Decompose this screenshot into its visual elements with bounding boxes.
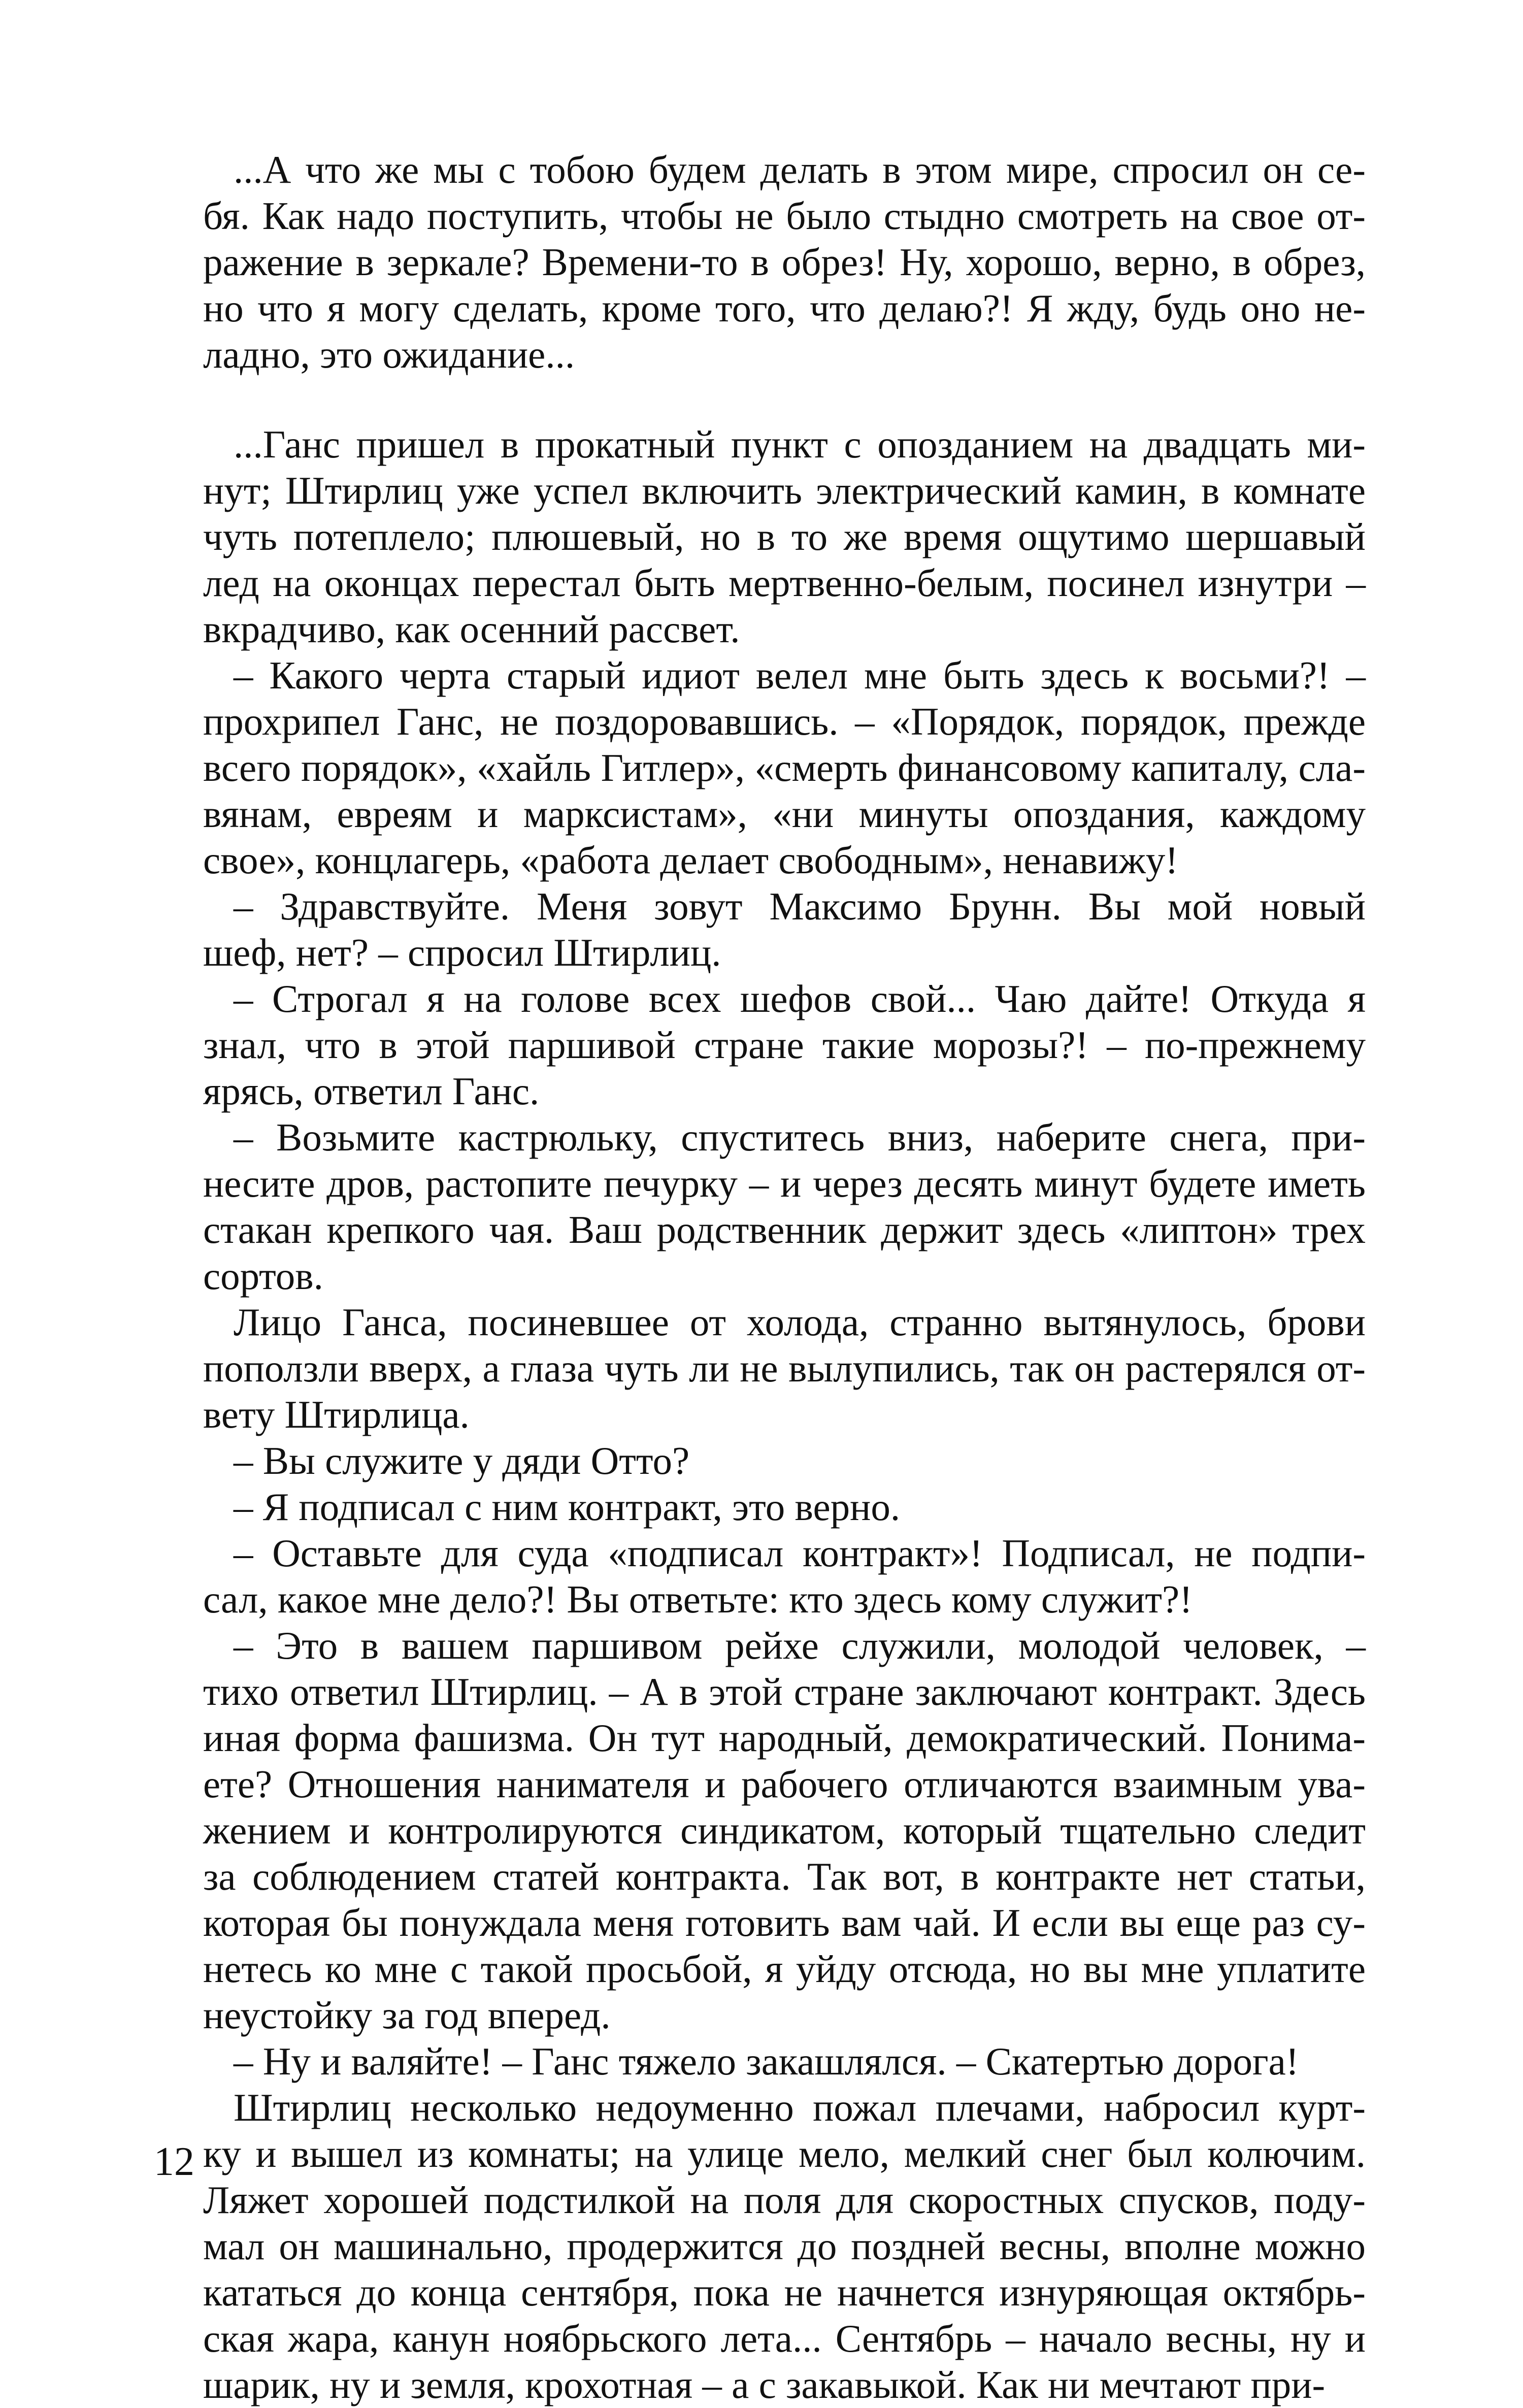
text-line: – Это в вашем паршивом рейхе служили, молодой человек, – xyxy=(234,1624,1366,1667)
text-line: ете? Отношения нанимателя и рабочего отличаются взаимным ува- xyxy=(203,1762,1366,1806)
text-line: ладно, это ожидание... xyxy=(203,333,575,376)
text-line: Ляжет хорошей подстилкой на поля для скоростных спусков, поду- xyxy=(203,2178,1366,2222)
text-line: нетесь ко мне с такой просьбой, я уйду отсюда, но вы мне уплатите xyxy=(203,1947,1366,1991)
text-line: сортов. xyxy=(203,1254,323,1298)
text-line: – Какого черта старый идиот велел мне быть здесь к восьми?! – xyxy=(234,653,1366,697)
text-line: ку и вышел из комнаты; на улице мело, мелкий снег был колючим. xyxy=(203,2132,1366,2175)
text-block-dialogue xyxy=(203,421,1366,2408)
text-line: знал, что в этой паршивой стране такие морозы?! – по-прежнему xyxy=(203,1023,1366,1067)
text-line: Штирлиц несколько недоуменно пожал плечами, набросил курт- xyxy=(234,2086,1366,2129)
text-line: которая бы понуждала меня готовить вам чай. И если вы еще раз су- xyxy=(203,1901,1366,1944)
text-line: лед на оконцах перестал быть мертвенно-белым, посинел изнутри – xyxy=(203,561,1366,605)
text-line: ражение в зеркале? Времени-то в обрез! Ну, хорошо, верно, в обрез, xyxy=(203,240,1366,284)
text-line: несите дров, растопите печурку – и через десять минут будете иметь xyxy=(203,1162,1366,1205)
text-line: ...А что же мы с тобою будем делать в этом мире, спросил он се- xyxy=(234,148,1366,191)
text-line: свое», концлагерь, «работа делает свободным», ненавижу! xyxy=(203,838,1178,882)
text-line: шеф, нет? – спросил Штирлиц. xyxy=(203,931,721,974)
text-line: вкрадчиво, как осенний рассвет. xyxy=(203,607,740,651)
text-line: мал он машинально, продержится до поздней весны, вполне можно xyxy=(203,2224,1366,2268)
text-line: сал, какое мне дело?! Вы ответьте: кто здесь кому служит?! xyxy=(203,1577,1193,1621)
text-line: – Возьмите кастрюльку, спуститесь вниз, наберите снега, при- xyxy=(234,1115,1366,1159)
text-line: нут; Штирлиц уже успел включить электрический камин, в комнате xyxy=(203,469,1366,512)
text-line: вянам, евреям и марксистам», «ни минуты опоздания, каждому xyxy=(203,792,1366,836)
text-block-reflection xyxy=(203,147,1366,378)
text-line: – Я подписал с ним контракт, это верно. xyxy=(234,1485,901,1529)
text-line: стакан крепкого чая. Ваш родственник держит здесь «липтон» трех xyxy=(203,1208,1366,1251)
text-line: бя. Как надо поступить, чтобы не было стыдно смотреть на свое от- xyxy=(203,194,1366,238)
text-line: шарик, ну и земля, крохотная – а с закавыкой. Как ни мечтают при- xyxy=(203,2363,1326,2406)
text-line: – Строгал я на голове всех шефов свой... Чаю дайте! Откуда я xyxy=(234,977,1366,1020)
text-line: вету Штирлица. xyxy=(203,1393,470,1436)
text-line: иная форма фашизма. Он тут народный, демократический. Понима- xyxy=(203,1716,1366,1760)
text-line: тихо ответил Штирлиц. – А в этой стране заключают контракт. Здесь xyxy=(203,1670,1366,1713)
text-line: за соблюдением статей контракта. Так вот, в контракте нет статьи, xyxy=(203,1855,1366,1898)
text-line: – Здравствуйте. Меня зовут Максимо Брунн. Вы мой новый xyxy=(234,884,1366,928)
text-line: неустойку за год вперед. xyxy=(203,1993,611,2037)
text-line: – Вы служите у дяди Отто? xyxy=(234,1439,690,1482)
text-line: чуть потеплело; плюшевый, но в то же время ощутимо шершавый xyxy=(203,515,1366,558)
text-line: но что я могу сделать, кроме того, что делаю?! Я жду, будь оно не- xyxy=(203,286,1366,330)
text-line: Лицо Ганса, посиневшее от холода, странно вытянулось, брови xyxy=(234,1300,1366,1344)
text-line: ярясь, ответил Ганс. xyxy=(203,1069,540,1113)
text-line: – Оставьте для суда «подписал контракт»! Подписал, не подпи- xyxy=(234,1531,1366,1575)
text-line: ская жара, канун ноябрьского лета... Сентябрь – начало весны, ну и xyxy=(203,2317,1366,2360)
text-line: поползли вверх, а глаза чуть ли не вылупились, так он растерялся от- xyxy=(203,1346,1366,1390)
text-line: – Ну и валяйте! – Ганс тяжело закашлялся. – Скатертью дорога! xyxy=(234,2039,1299,2083)
text-line: ...Ганс пришел в прокатный пункт с опозданием на двадцать ми- xyxy=(234,422,1366,466)
text-line: прохрипел Ганс, не поздоровавшись. – «Порядок, порядок, прежде xyxy=(203,700,1366,743)
text-line: всего порядок», «хайль Гитлер», «смерть финансовому капиталу, сла- xyxy=(203,746,1366,789)
text-line: кататься до конца сентября, пока не начнется изнуряющая октябрь- xyxy=(203,2270,1366,2314)
text-line: жением и контролируются синдикатом, который тщательно следит xyxy=(203,1808,1366,1852)
page-number: 12 xyxy=(154,2139,194,2184)
